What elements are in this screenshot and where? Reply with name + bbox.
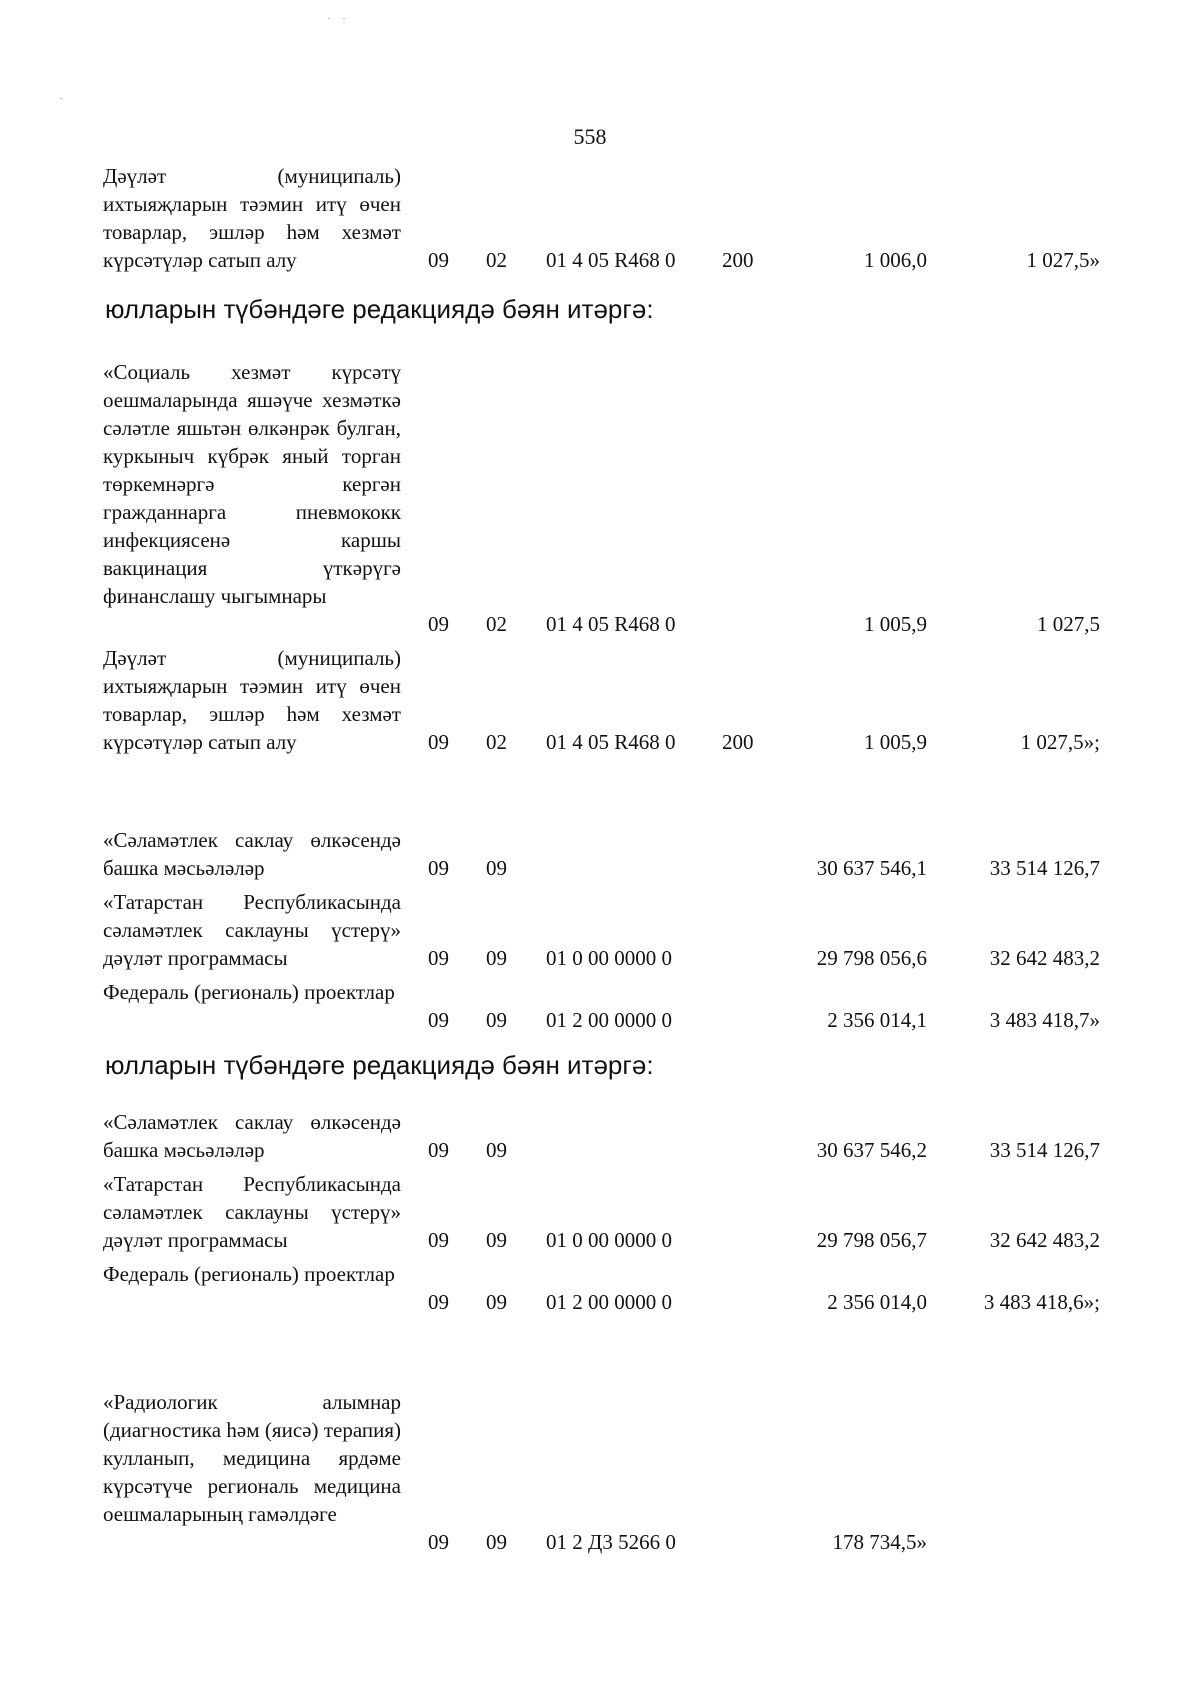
table-row [0, 888, 1200, 972]
target-article-code: 01 0 00 0000 0 [546, 1228, 672, 1252]
section-code: 09 [428, 612, 449, 636]
amount-year-2: 33 514 126,7 [989, 1138, 1100, 1162]
row-description: Федераль (региональ) проектлар [103, 980, 395, 1004]
subsection-code: 09 [486, 856, 507, 880]
row-description: «Социаль хезмәт күрсәтү оешмаларында яшәүче хезмәткә сәләтле яшьтән өлкәнрәк булган, куркыныч күбрәк яный торган төркемнәргә кергән гражданнарга пневмококк инфекциясенә каршы вакцинация үткәрүгә финанслашу чыгымнары [103, 360, 401, 608]
amount-year-2: 32 642 483,2 [989, 946, 1100, 970]
row-description: «Татарстан Республикасында сәламәтлек саклауны үстерү» дәүләт программасы [103, 890, 401, 970]
amount-year-2: 1 027,5»; [1020, 730, 1100, 754]
subsection-code: 02 [486, 248, 507, 272]
amount-year-2: 32 642 483,2 [989, 1228, 1100, 1252]
scan-speck [328, 18, 330, 19]
target-article-code: 01 4 05 R468 0 [546, 248, 676, 272]
table-row [0, 644, 1200, 756]
target-article-code: 01 2 Д3 5266 0 [546, 1530, 676, 1554]
amount-year-1: 2 356 014,0 [827, 1290, 927, 1314]
amount-year-1: 29 798 056,7 [816, 1228, 927, 1252]
target-article-code: 01 2 00 0000 0 [546, 1290, 672, 1314]
target-article-code: 01 4 05 R468 0 [546, 612, 676, 636]
section-code: 09 [428, 1530, 449, 1554]
amount-year-2: 3 483 418,7» [989, 1008, 1100, 1032]
section-code: 09 [428, 1008, 449, 1032]
amount-year-1: 1 005,9 [864, 730, 927, 754]
amount-year-1: 29 798 056,6 [816, 946, 927, 970]
row-description: «Радиологик алымнар (диагностика һәм (яисә) терапия) кулланып, медицина ярдәме күрсәтүче региональ медицина оешмаларының гамәлдәге [103, 1390, 401, 1526]
row-description: «Сәламәтлек саклау өлкәсендә башка мәсьәләләр [103, 828, 401, 880]
table-row [0, 978, 1200, 1034]
section-code: 09 [428, 1138, 449, 1162]
edit-instruction: юлларын түбәндәге редакциядә бәян итәргә: [105, 294, 654, 324]
amount-year-1: 2 356 014,1 [827, 1008, 927, 1032]
amount-year-1: 1 006,0 [864, 248, 927, 272]
amount-year-1: 1 005,9 [864, 612, 927, 636]
subsection-code: 02 [486, 612, 507, 636]
table-row [0, 1170, 1200, 1254]
scan-speck [343, 18, 345, 19]
section-code: 09 [428, 1290, 449, 1314]
subsection-code: 02 [486, 730, 507, 754]
page-number: 558 [573, 124, 607, 149]
row-description: Дәүләт (муниципаль) ихтыяҗларын тәэмин итү өчен товарлар, эшләр һәм хезмәт күрсәтүләр сатып алу [103, 646, 401, 754]
amount-year-2: 1 027,5» [1026, 248, 1100, 272]
row-description: «Сәламәтлек саклау өлкәсендә башка мәсьәләләр [103, 1110, 401, 1162]
scan-speck [60, 98, 62, 99]
target-article-code: 01 0 00 0000 0 [546, 946, 672, 970]
table-row [0, 162, 1200, 274]
table-row [0, 358, 1200, 638]
table-row [0, 1388, 1200, 1556]
amount-year-2: 33 514 126,7 [989, 856, 1100, 880]
section-code: 09 [428, 1228, 449, 1252]
section-code: 09 [428, 248, 449, 272]
table-row [0, 1108, 1200, 1164]
target-article-code: 01 4 05 R468 0 [546, 730, 676, 754]
subsection-code: 09 [486, 946, 507, 970]
expense-type-code: 200 [722, 730, 754, 754]
subsection-code: 09 [486, 1008, 507, 1032]
amount-year-1: 30 637 546,1 [816, 856, 927, 880]
subsection-code: 09 [486, 1530, 507, 1554]
subsection-code: 09 [486, 1290, 507, 1314]
table-row [0, 826, 1200, 882]
row-description: Федераль (региональ) проектлар [103, 1262, 395, 1286]
expense-type-code: 200 [722, 248, 754, 272]
subsection-code: 09 [486, 1138, 507, 1162]
edit-instruction: юлларын түбәндәге редакциядә бәян итәргә: [105, 1050, 654, 1080]
amount-year-1: 30 637 546,2 [816, 1138, 927, 1162]
target-article-code: 01 2 00 0000 0 [546, 1008, 672, 1032]
section-code: 09 [428, 730, 449, 754]
subsection-code: 09 [486, 1228, 507, 1252]
row-description: «Татарстан Республикасында сәламәтлек саклауны үстерү» дәүләт программасы [103, 1172, 401, 1252]
amount-year-1: 178 734,5» [832, 1530, 927, 1554]
amount-year-2: 1 027,5 [1037, 612, 1100, 636]
section-code: 09 [428, 856, 449, 880]
section-code: 09 [428, 946, 449, 970]
row-description: Дәүләт (муниципаль) ихтыяҗларын тәэмин итү өчен товарлар, эшләр һәм хезмәт күрсәтүләр сатып алу [103, 164, 401, 272]
amount-year-2: 3 483 418,6»; [983, 1290, 1100, 1314]
table-row [0, 1260, 1200, 1316]
